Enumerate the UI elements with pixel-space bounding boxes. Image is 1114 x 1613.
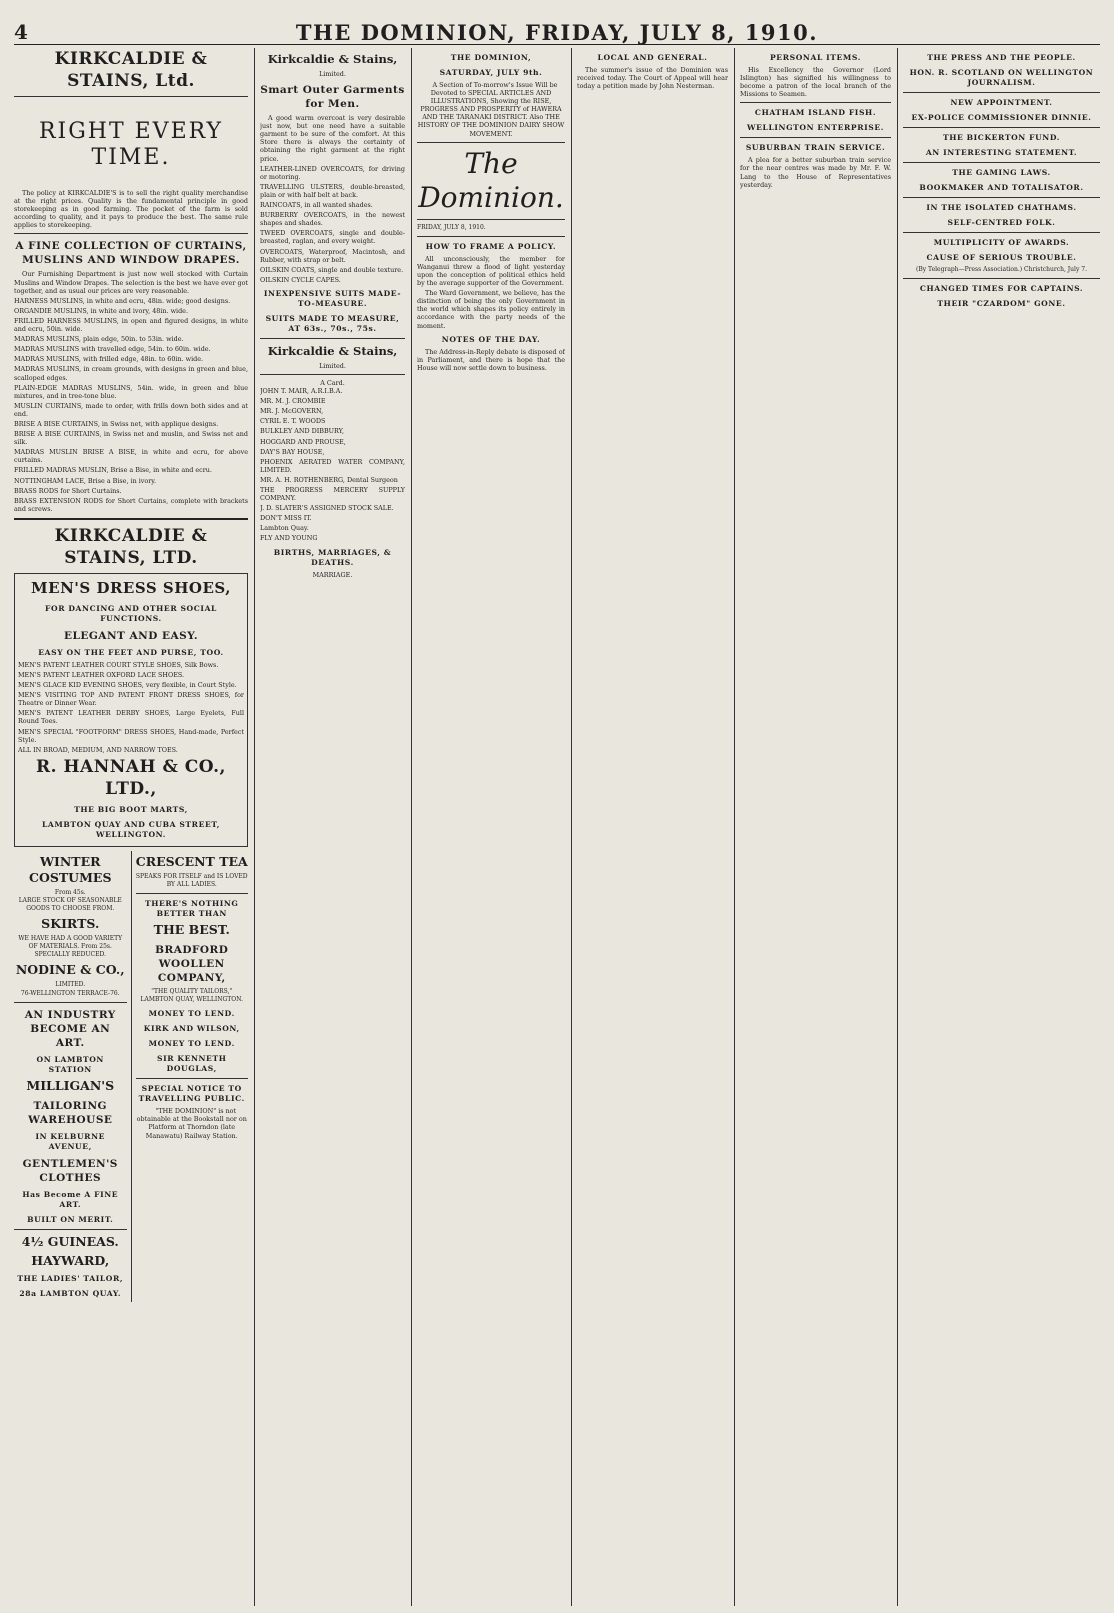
column-6 <box>903 48 1100 1606</box>
policy-text: The policy at KIRKCALDIE'S is to sell the right quality merchandise at the right prices. Quality is the fundamental principle in good storekeeping as in good farming. The pocket of the farm is sold according to quality, and it pays to produce the best. The same rule applies to storekeeping. <box>14 189 248 230</box>
smart-text: A good warm overcoat is very desirable just now, but one need have a suitable garment to be sure of the comfort. At this Store there is always the certainty of obtaining the right garment at the right price. <box>260 114 405 163</box>
column-rule <box>897 48 898 1606</box>
limited-2: Limited. <box>319 361 346 370</box>
card-item: Lambton Quay. <box>260 524 309 533</box>
hannah-address: LAMBTON QUAY AND CUBA STREET, WELLINGTON. <box>41 819 221 839</box>
column-5 <box>740 48 891 1606</box>
money-to-lend-2: MONEY TO LEND. <box>148 1039 235 1049</box>
notes-text: The Address-in-Reply debate is disposed of in Parliament, and there is hope that the House will now settle down to business. <box>417 347 565 372</box>
special-text: "THE DOMINION" is not obtainable at the Bookstall nor on Platform at Thorndon (late Manawatu) Railway Station. <box>136 1107 247 1140</box>
bradford-sub: "THE QUALITY TAILORS," <box>151 988 233 996</box>
nothing-better: THERE'S NOTHING BETTER THAN <box>144 899 239 919</box>
dominion-date: FRIDAY, JULY 8, 1910. <box>417 223 486 231</box>
notes-of-day: NOTES OF THE DAY. <box>441 334 541 344</box>
suburban-train: SUBURBAN TRAIN SERVICE. <box>745 143 886 153</box>
cause: CAUSE OF SERIOUS TROUBLE. <box>926 253 1077 262</box>
kirkcaldie-header-2: KIRKCALDIE & STAINS, LTD. <box>54 525 208 568</box>
garment-item: TWEED OVERCOATS, single and double-breasted, raglan, and every weight. <box>260 229 405 246</box>
shoe-item: MEN'S SPECIAL "FOOTFORM" DRESS SHOES, Hand-made, Perfect Style. <box>18 727 244 744</box>
isolated-chathams: IN THE ISOLATED CHATHAMS. <box>926 203 1077 212</box>
douglas: SIR KENNETH DOUGLAS, <box>157 1054 227 1074</box>
curtain-list <box>14 297 248 513</box>
hayward-addr: 28a LAMBTON QUAY. <box>19 1288 122 1298</box>
garment-list <box>260 165 405 284</box>
shoes-subtitle-2: EASY ON THE FEET AND PURSE, TOO. <box>38 647 224 657</box>
special-notice: SPECIAL NOTICE TO TRAVELLING PUBLIC. <box>138 1084 245 1104</box>
crescent-sub: SPEAKS FOR ITSELF and IS LOVED BY ALL LADIES. <box>135 872 248 888</box>
kirk-col2: Kirkcaldie & Stains, <box>267 52 398 66</box>
card-item: CYRIL E. T. WOODS <box>260 417 326 426</box>
curtain-item: MADRAS MUSLINS, with frilled edge, 48in. to 60in. wide. <box>14 355 204 364</box>
column-2 <box>260 48 405 1606</box>
card-item: THE PROGRESS MERCERY SUPPLY COMPANY. <box>260 486 405 503</box>
curtain-item: MADRAS MUSLINS, in cream grounds, with designs in green and blue, scalloped edges. <box>14 365 248 382</box>
policy-para-1: All unconsciously, the member for Wanganui threw a flood of light yesterday upon the conception of political ethics held by the average supporter of the Government. <box>417 254 565 288</box>
card-item: BULKLEY AND DIBBURY, <box>260 427 345 436</box>
ex-police: EX-POLICE COMMISSIONER DINNIE. <box>911 113 1092 122</box>
czardom: THEIR "CZARDOM" GONE. <box>937 299 1066 309</box>
skirts: SKIRTS. <box>41 916 100 932</box>
industry: AN INDUSTRY BECOME AN ART. <box>24 1008 116 1049</box>
column-1 <box>14 48 248 1606</box>
curtain-item: MADRAS MUSLINS, plain edge, 50in. to 53in. wide. <box>14 335 184 344</box>
mens-shoes-title: MEN'S DRESS SHOES, <box>31 578 231 597</box>
curtain-item: MUSLIN CURTAINS, made to order, with frills down both sides and at end. <box>14 401 248 418</box>
curtain-item: ORGANDIE MUSLINS, in white and ivory, 48in. wide. <box>14 306 188 315</box>
smart-garments: Smart Outer Garments for Men. <box>260 84 405 111</box>
winter-from: From 45s. <box>54 888 86 896</box>
curtain-item: FRILLED MADRAS MUSLIN, Brise a Bise, in white and ecru. <box>14 466 212 475</box>
press-people: THE PRESS AND THE PEOPLE. <box>927 53 1076 62</box>
garment-item: OVERCOATS, Waterproof, Macintosh, and Rubber, with strap or belt. <box>260 247 405 264</box>
local-text: The summer's issue of the Dominion was received today. The Court of Appeal will hear today a petition made by John Nesterman. <box>577 66 728 91</box>
shoe-item: ALL IN BROAD, MEDIUM, AND NARROW TOES. <box>18 745 178 754</box>
curtain-item: BRISE A BISE CURTAINS, in Swiss net and muslin, and Swiss net and silk. <box>14 430 248 447</box>
curtain-item: PLAIN-EDGE MADRAS MUSLINS, 54in. wide, in green and blue mixtures, and in tree-tone blue. <box>14 383 248 400</box>
hannah-name: R. HANNAH & CO., LTD., <box>36 756 226 799</box>
chatham-fish: CHATHAM ISLAND FISH. <box>754 108 877 118</box>
column-rule <box>411 48 412 1606</box>
shoe-item: MEN'S PATENT LEATHER COURT STYLE SHOES, Silk Bows. <box>18 660 219 669</box>
nodine-addr: 76-WELLINGTON TERRACE-76. <box>20 989 120 997</box>
winter-costumes: WINTER COSTUMES <box>29 853 112 885</box>
personal-text: His Excellency the Governor (Lord Islington) has signified his willingness to become a patron of the local branch of the Missions to Seamen. <box>740 66 891 99</box>
hayward-sub: THE LADIES' TAILOR, <box>17 1273 124 1283</box>
column-rule <box>571 48 572 1606</box>
curtain-item: NOTTINGHAM LACE, Brise a Bise, in ivory. <box>14 476 157 485</box>
kirk-col2-2: Kirkcaldie & Stains, <box>267 343 398 358</box>
gaming-laws: THE GAMING LAWS. <box>952 168 1051 177</box>
card-item: FLY AND YOUNG <box>260 534 318 543</box>
built-merit: BUILT ON MERIT. <box>27 1214 114 1224</box>
crescent-tea: CRESCENT TEA <box>135 853 248 869</box>
curtains-intro: Our Furnishing Department is just now well stocked with Curtain Muslins and Window Drapes. The selection is the best we have ever got together, and as usual our prices are very reasonable. <box>14 270 248 295</box>
curtain-item: BRISE A BISE CURTAINS, in Swiss net, with applique designs. <box>14 419 219 428</box>
shoes-ad <box>14 573 248 847</box>
elegant-heading: ELEGANT AND EASY. <box>63 629 199 642</box>
milligan-addr: IN KELBURNE AVENUE, <box>35 1131 106 1151</box>
saturday: SATURDAY, JULY 9th. <box>439 68 543 77</box>
bradford: BRADFORD WOOLLEN COMPANY, <box>155 944 229 985</box>
the-best: THE BEST. <box>153 922 230 938</box>
card-item: MR. J. McGOVERN, <box>260 407 324 416</box>
garment-item: TRAVELLING ULSTERS, double-breasted, plain or with half belt at back. <box>260 182 405 199</box>
column-rule <box>254 48 255 1606</box>
curtain-item: MADRAS MUSLINS with travelled edge, 54in. to 60in. wide. <box>14 345 211 354</box>
local-general: LOCAL AND GENERAL. <box>597 53 708 62</box>
a-card: A Card. <box>320 378 345 387</box>
curtain-item: MADRAS MUSLIN BRISE A BISE, in white and ecru, for above curtains. <box>14 448 248 465</box>
kirkcaldie-header: KIRKCALDIE & STAINS, Ltd. <box>54 49 208 91</box>
card-item: DON'T MISS IT. <box>260 514 312 523</box>
inexpensive: INEXPENSIVE SUITS MADE-TO-MEASURE. <box>263 288 402 308</box>
shoes-subtitle: FOR DANCING AND OTHER SOCIAL FUNCTIONS. <box>44 603 217 623</box>
births: BIRTHS, MARRIAGES, & DEATHS. <box>273 547 392 567</box>
masthead-title: THE DOMINION, FRIDAY, JULY 8, 1910. <box>295 20 819 45</box>
bradford-addr: LAMBTON QUAY, WELLINGTON. <box>140 996 243 1004</box>
shoe-item: MEN'S VISITING TOP AND PATENT FRONT DRESS SHOES, for Theatre or Dinner Wear. <box>18 691 244 708</box>
fine-art: Has Become A FINE ART. <box>22 1189 119 1209</box>
multiplicity: MULTIPLICITY OF AWARDS. <box>933 238 1070 247</box>
press-sub: HON. R. SCOTLAND ON WELLINGTON JOURNALISM. <box>909 68 1094 87</box>
policy-head: HOW TO FRAME A POLICY. <box>425 241 557 251</box>
milligan: MILLIGAN'S <box>26 1077 115 1093</box>
hayward: HAYWARD, <box>31 1252 110 1268</box>
money-to-lend: MONEY TO LEND. <box>148 1009 235 1019</box>
nodine-sub: LIMITED. <box>55 981 86 989</box>
card-item: JOHN T. MAIR, A.R.I.B.A. <box>260 387 343 396</box>
skirts-text: WE HAVE HAD A GOOD VARIETY OF MATERIALS. From 25s. SPECIALLY REDUCED. <box>18 935 123 959</box>
column-4 <box>577 48 728 1606</box>
new-appointment: NEW APPOINTMENT. <box>950 98 1053 107</box>
card-item: DAY'S BAY HOUSE, <box>260 447 325 456</box>
bickerton-fund: THE BICKERTON FUND. <box>942 133 1060 142</box>
winter-large: LARGE STOCK OF SEASONABLE GOODS TO CHOOSE FROM. <box>18 896 122 913</box>
bookmaker: BOOKMAKER AND TOTALISATOR. <box>919 183 1084 192</box>
right-every-time: RIGHT EVERY TIME. <box>38 119 224 170</box>
card-item: J. D. SLATER'S ASSIGNED STOCK SALE. <box>260 504 394 513</box>
lower-ads <box>14 851 248 1302</box>
column-3 <box>417 48 565 1606</box>
curtain-item: HARNESS MUSLINS, in white and ecru, 48in. wide; good designs. <box>14 296 231 305</box>
dominion-head: THE DOMINION, <box>450 53 532 62</box>
industry-sub: ON LAMBTON STATION <box>36 1054 104 1074</box>
suburban-text: A plea for a better suburban train service for the near centres was made by Mr. F. W. Lang to the House of Representatives yesterday. <box>740 156 891 189</box>
section-text: A Section of To-morrow's Issue Will be Devoted to SPECIAL ARTICLES AND ILLUSTRATIONS, Showing the RISE, PROGRESS AND PROSPERITY of HAWERA AND THE TARANAKI DISTRICT. Also THE HISTORY OF THE DOMINION DAIRY SHOW MOVEMENT. <box>417 81 565 138</box>
card-item: MR. A. H. ROTHENBERG, Dental Surgeon <box>260 475 398 484</box>
card-item: MR. M. J. CROMBIE <box>260 397 326 406</box>
guineas: 4½ GUINEAS. <box>21 1233 119 1249</box>
garment-item: BURBERRY OVERCOATS, in the newest shapes and shades. <box>260 211 405 228</box>
policy-para-2: The Ward Government, we believe, has the distinction of being the only Government in the world which shapes its policy entirely in accordance with the party needs of the moment. <box>417 289 565 330</box>
shoe-item: MEN'S GLACE KID EVENING SHOES, very flexible, in Court Style. <box>18 681 237 690</box>
kirk-wilson: KIRK AND WILSON, <box>143 1024 240 1034</box>
changed-times: CHANGED TIMES FOR CAPTAINS. <box>919 284 1084 294</box>
card-item: PHOENIX AERATED WATER COMPANY, LIMITED. <box>260 457 405 474</box>
shoe-list <box>18 661 244 754</box>
personal-items: PERSONAL ITEMS. <box>770 53 861 62</box>
hannah-subtitle: THE BIG BOOT MARTS, <box>74 804 188 814</box>
limited: Limited. <box>319 70 346 78</box>
interesting-statement: AN INTERESTING STATEMENT. <box>925 148 1078 157</box>
curtain-item: FRILLED HARNESS MUSLINS, in open and figured designs, in white and ecru, 50in. wide. <box>14 316 248 334</box>
garment-item: RAINCOATS, in all wanted shades. <box>260 201 373 210</box>
garment-item: OILSKIN CYCLE CAPES. <box>260 275 341 284</box>
garment-item: OILSKIN COATS, single and double texture. <box>260 265 404 274</box>
page-number: 4 <box>14 20 28 44</box>
shoe-item: MEN'S PATENT LEATHER OXFORD LACE SHOES. <box>18 671 185 679</box>
shoe-item: MEN'S PATENT LEATHER DERBY SHOES, Large Eyelets, Full Round Toes. <box>18 709 244 726</box>
self-centred: SELF-CENTRED FOLK. <box>947 218 1056 227</box>
masthead <box>14 18 1100 45</box>
by-telegraph: (By Telegraph—Press Association.) Christchurch, July 7. <box>916 266 1087 273</box>
wellington-enterprise: WELLINGTON ENTERPRISE. <box>747 123 884 133</box>
card-list <box>260 387 405 543</box>
nodine: NODINE & CO., <box>15 962 125 978</box>
gentlemen: GENTLEMEN'S CLOTHES <box>22 1157 118 1184</box>
curtains-title: A FINE COLLECTION OF CURTAINS, MUSLINS AND WINDOW DRAPES. <box>15 240 247 267</box>
tailoring: TAILORING WAREHOUSE <box>28 1099 113 1126</box>
dominion-masthead: The Dominion. <box>418 146 564 214</box>
suits-made: SUITS MADE TO MEASURE, AT 63s., 70s., 75s. <box>265 313 400 333</box>
marriage: MARRIAGE. <box>312 570 353 579</box>
curtain-item: BRASS EXTENSION RODS for Short Curtains, complete with brackets and screws. <box>14 496 248 513</box>
curtain-item: BRASS RODS for Short Curtains. <box>14 486 122 495</box>
card-item: HOGGARD AND PROUSE, <box>260 437 346 446</box>
garment-item: LEATHER-LINED OVERCOATS, for driving or motoring. <box>260 164 405 181</box>
column-rule <box>734 48 735 1606</box>
